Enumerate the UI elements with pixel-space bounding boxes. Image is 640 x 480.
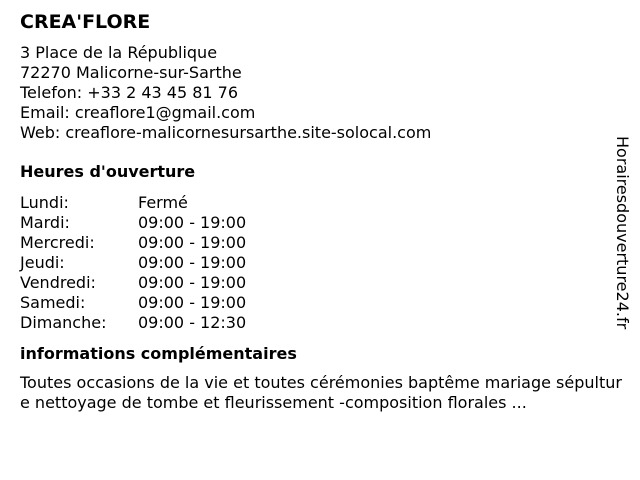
phone-line: Telefon: +33 2 43 45 81 76 [20, 83, 239, 102]
hours-row-wednesday [20, 233, 620, 253]
email-line: Email: creaflore1@gmail.com [20, 103, 256, 122]
hours-row-thursday [20, 253, 620, 273]
business-card [20, 10, 620, 413]
day-label: Lundi: [20, 193, 69, 212]
day-label: Samedi: [20, 293, 86, 312]
day-label: Mercredi: [20, 233, 95, 252]
web-line: Web: creaflore-malicornesursarthe.site-solocal.com [20, 123, 432, 142]
hours-row-tuesday [20, 213, 620, 233]
info-description: Toutes occasions de la vie et toutes cérémonies baptême mariage sépulture nettoyage de tombe et fleurissement -composition florales ... [20, 373, 622, 412]
hours-row-saturday [20, 293, 620, 313]
day-hours: 09:00 - 19:00 [138, 233, 247, 252]
address-line-1: 3 Place de la République [20, 43, 218, 62]
hours-row-sunday [20, 313, 620, 333]
day-label: Jeudi: [20, 253, 65, 272]
hours-row-monday [20, 193, 620, 213]
day-label: Dimanche: [20, 313, 107, 332]
day-hours: 09:00 - 19:00 [138, 273, 247, 292]
day-hours: Fermé [138, 193, 188, 212]
address-line-2: 72270 Malicorne-sur-Sarthe [20, 63, 242, 82]
business-name: CREA'FLORE [20, 11, 151, 33]
day-hours: 09:00 - 12:30 [138, 313, 247, 332]
hours-table [20, 193, 620, 333]
day-hours: 09:00 - 19:00 [138, 213, 247, 232]
day-label: Vendredi: [20, 273, 96, 292]
hours-row-friday [20, 273, 620, 293]
day-label: Mardi: [20, 213, 70, 232]
info-heading: informations complémentaires [20, 344, 297, 363]
day-hours: 09:00 - 19:00 [138, 253, 247, 272]
site-watermark: Horairesdouverture24.fr [613, 136, 632, 330]
hours-heading: Heures d'ouverture [20, 162, 196, 181]
day-hours: 09:00 - 19:00 [138, 293, 247, 312]
